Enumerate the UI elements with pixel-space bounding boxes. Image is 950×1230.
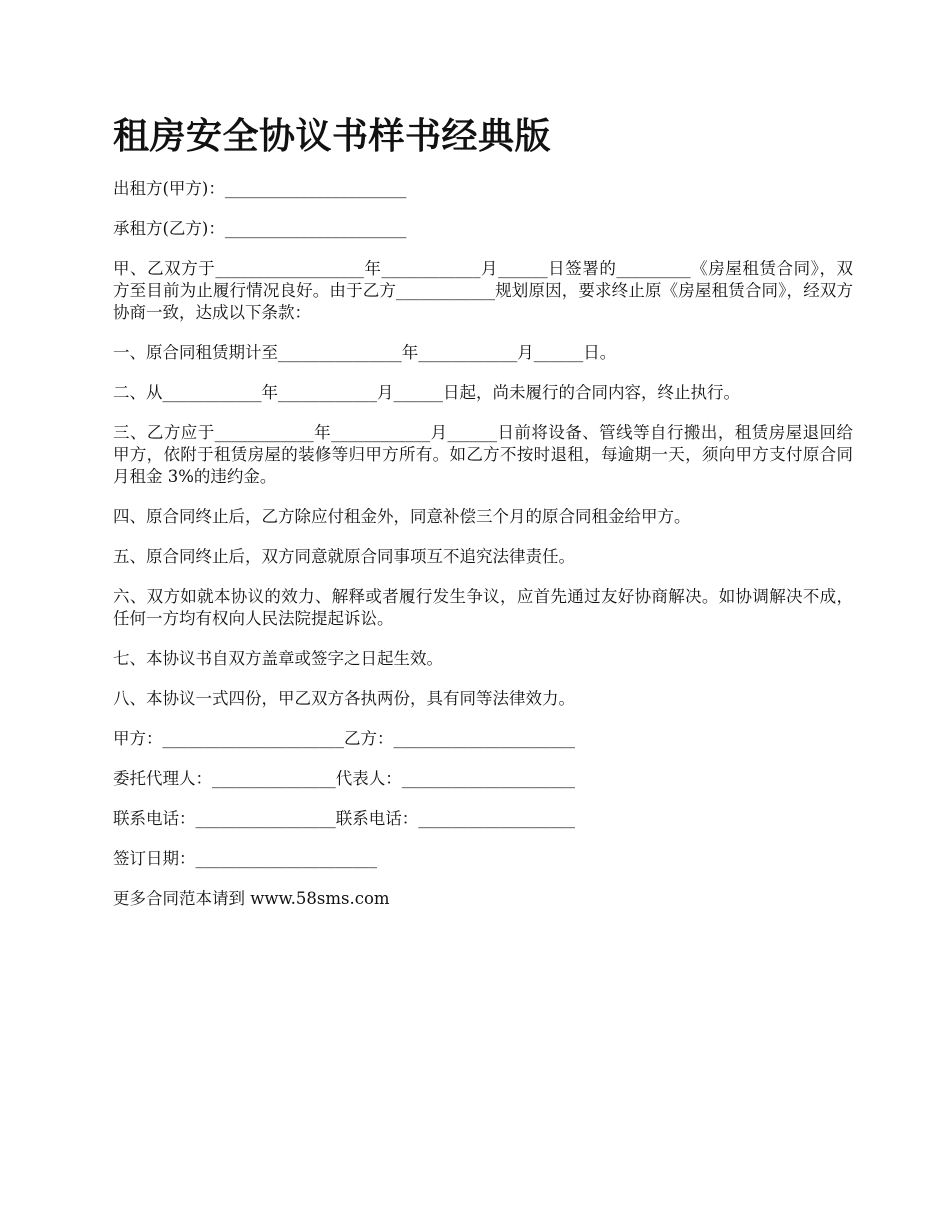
signing-date-line: 签订日期：______________________ — [113, 849, 377, 868]
clause-1: 一、原合同租赁期计至_______________年____________月______日。 — [113, 343, 617, 362]
clause-2: 二、从____________年____________月______日起，尚未履行的合同内容，终止执行。 — [113, 383, 740, 402]
clause-8: 八、本协议一式四份，甲乙双方各执两份，具有同等法律效力。 — [113, 689, 575, 708]
signature-parties-line: 甲方：______________________乙方：______________________ — [113, 729, 575, 748]
document-body — [113, 178, 853, 928]
contact-phone-line: 联系电话：_________________联系电话：___________________ — [113, 809, 575, 828]
lessor-line: 出租方(甲方)：______________________ — [113, 179, 407, 198]
clause-7: 七、本协议书自双方盖章或签字之日起生效。 — [113, 649, 443, 668]
clause-6: 六、双方如就本协议的效力、解释或者履行发生争议，应首先通过友好协商解决。如协调解决不成，任何一方均有权向人民法院提起诉讼。 — [113, 587, 853, 628]
document-title: 租房安全协议书样书经典版 — [113, 116, 552, 157]
lessee-line: 承租方(乙方)：______________________ — [113, 219, 407, 238]
footer-more-templates: 更多合同范本请到 www.58sms.com — [113, 889, 390, 908]
clause-4: 四、原合同终止后，乙方除应付租金外，同意补偿三个月的原合同租金给甲方。 — [113, 507, 691, 526]
clause-3: 三、乙方应于____________年____________月______日前将设备、管线等自行搬出，租赁房屋退回给甲方，依附于租赁房屋的装修等归甲方所有。如乙方不按时退租，每逾期一天，须向甲方支付原合同月租金 3%的违约金。 — [113, 423, 853, 486]
clause-5: 五、原合同终止后，双方同意就原合同事项互不追究法律责任。 — [113, 547, 575, 566]
agent-representative-line: 委托代理人：_______________代表人：_____________________ — [113, 769, 575, 788]
preamble-paragraph: 甲、乙双方于__________________年____________月______日签署的_________《房屋租赁合同》，双方至目前为止履行情况良好。由于乙方____________规划原因，要求终止原《房屋租赁合同》，经双方协商一致，达成以下条款： — [113, 259, 853, 322]
